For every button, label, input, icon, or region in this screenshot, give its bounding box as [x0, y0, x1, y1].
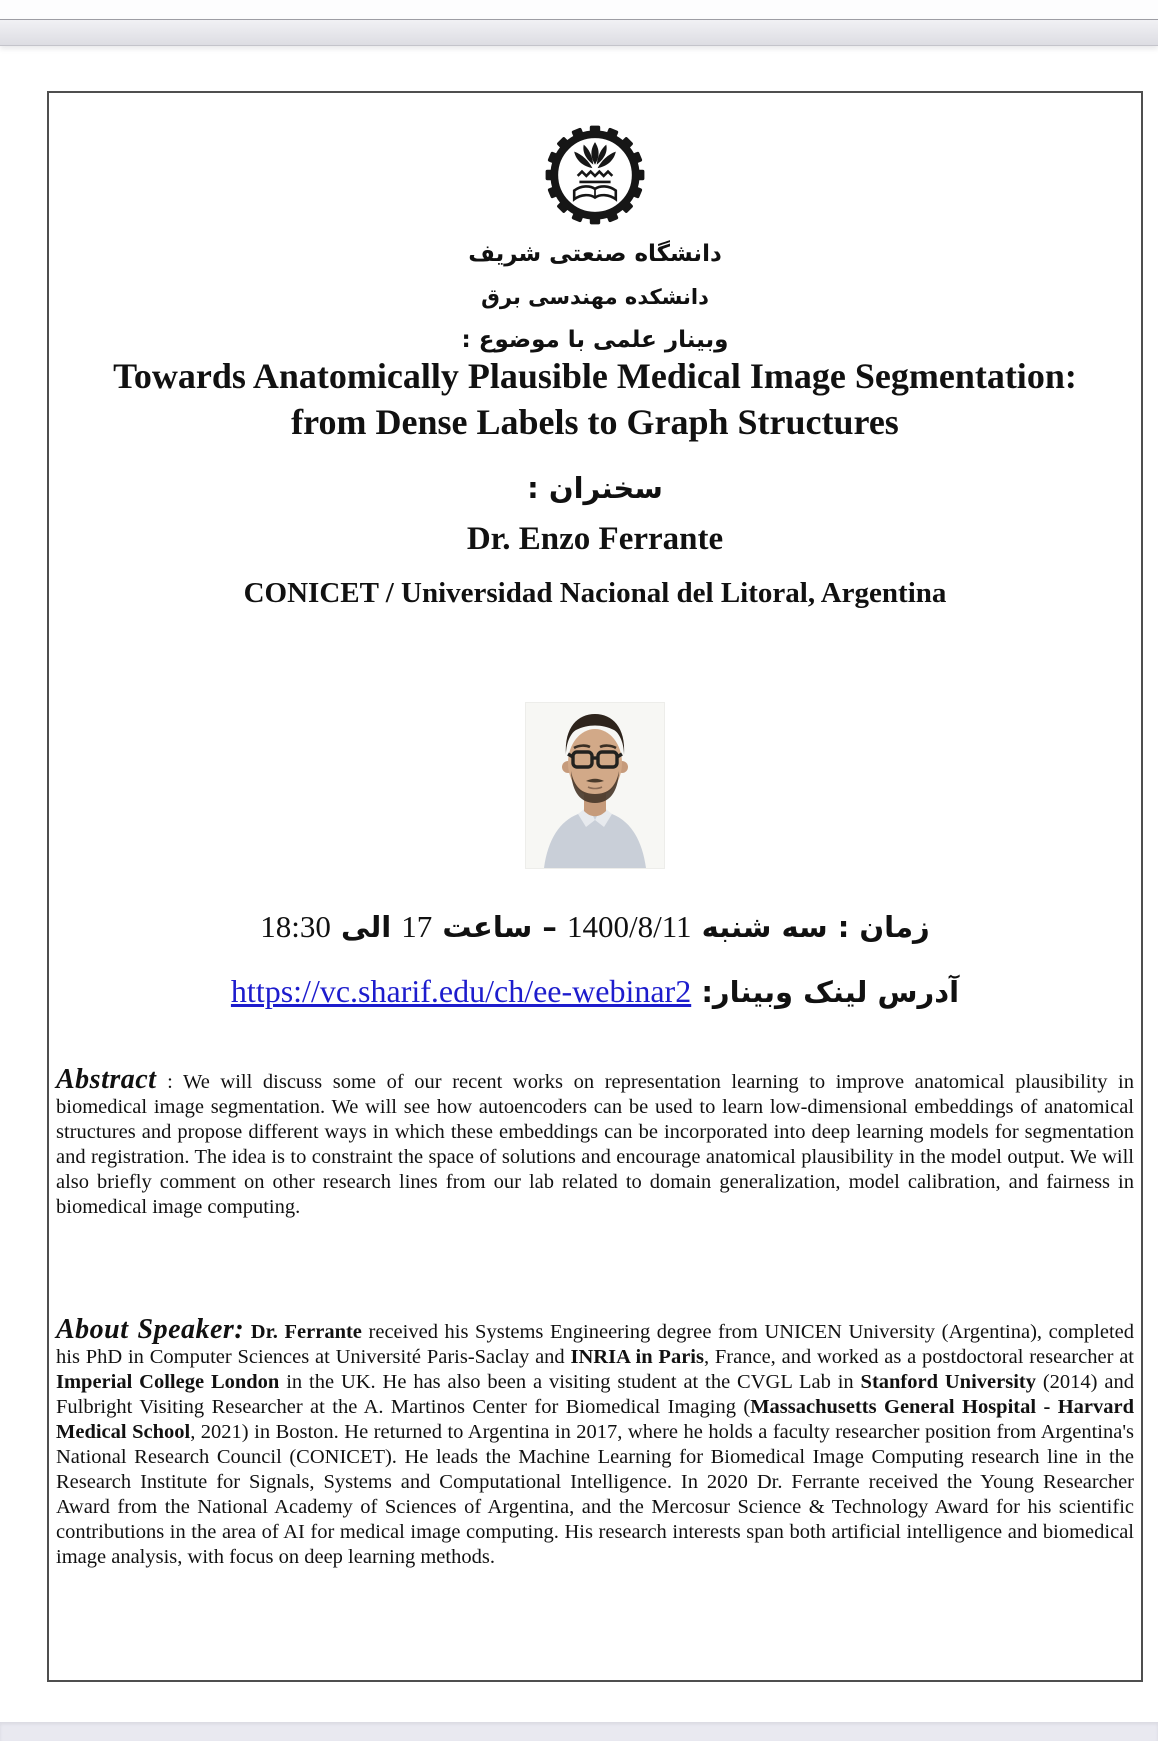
flyer-border-frame: [47, 91, 1143, 1682]
webinar-link[interactable]: https://vc.sharif.edu/ch/ee-webinar2: [230, 973, 692, 1009]
viewer-bottom-strip: [0, 1722, 1158, 1741]
webinar-topic-label: وبینار علمی با موضوع :: [461, 327, 729, 353]
page-separator-band: [0, 19, 1158, 46]
webinar-link-line: [49, 973, 1141, 1010]
abstract-paragraph: Abstract : We will discuss some of our recent works on representation learning to improve anatomical plausibility in biomedical image segmentation. We will see how autoencoders can be used to learn low-dimensional embeddings of anatomical structures and propose different ways in which these embeddings can be incorporated into deep learning models for segmentation and registration. The idea is to constraint the space of solutions and encourage anatomical plausibility in the model output. We will also briefly comment on other research lines from our lab related to domain generalization, model calibration, and fairness in biomedical image computing.: [56, 1064, 1134, 1218]
speaker-photo: [526, 703, 664, 868]
faculty-name: دانشکده مهندسی برق: [481, 285, 709, 309]
webinar-title-line1: Towards Anatomically Plausible Medical Image Segmentation:: [113, 356, 1077, 396]
schedule-line: زمان : سه شنبه 1400/8/11 – ساعت 17 الی 18:30: [260, 909, 930, 944]
speaker-name: Dr. Enzo Ferrante: [466, 521, 724, 557]
speaker-label: سخنران :: [527, 471, 663, 505]
viewer-top-strip: [0, 0, 1158, 46]
sharif-university-logo: [543, 123, 647, 227]
speaker-affiliation: CONICET / Universidad Nacional del Litoral, Argentina: [243, 577, 947, 609]
logo-container: [49, 123, 1141, 232]
webinar-title-line2: from Dense Labels to Graph Structures: [291, 402, 899, 442]
about-speaker-paragraph: About Speaker: Dr. Ferrante received his Systems Engineering degree from UNICEN University (Argentina), completed his PhD in Computer Sciences at Université Paris-Saclay and INRIA in Paris, France, and worked as a postdoctoral researcher at Imperial College London in the UK. He has also been a visiting student at the CVGL Lab in Stanford University (2014) and Fulbright Visiting Researcher at the A. Martinos Center for Biomedical Imaging (Massachusetts General Hospital - Harvard Medical School, 2021) in Boston. He returned to Argentina in 2017, where he holds a faculty researcher position from Argentina's National Research Council (CONICET). He leads the Machine Learning for Biomedical Image Computing research line in the Research Institute for Signals, Systems and Computational Intelligence. In 2020 Dr. Ferrante received the Young Researcher Award from the National Academy of Sciences of Argentina, and the Mercosur Science & Technology Award for his scientific contributions in the area of AI for medical image computing. His research interests span both artificial intelligence and biomedical image analysis, with focus on deep learning methods.: [56, 1314, 1135, 1568]
webinar-link-label: آدرس لینک وبینار:: [701, 975, 960, 1009]
university-name: دانشگاه صنعتی شریف: [468, 241, 722, 267]
